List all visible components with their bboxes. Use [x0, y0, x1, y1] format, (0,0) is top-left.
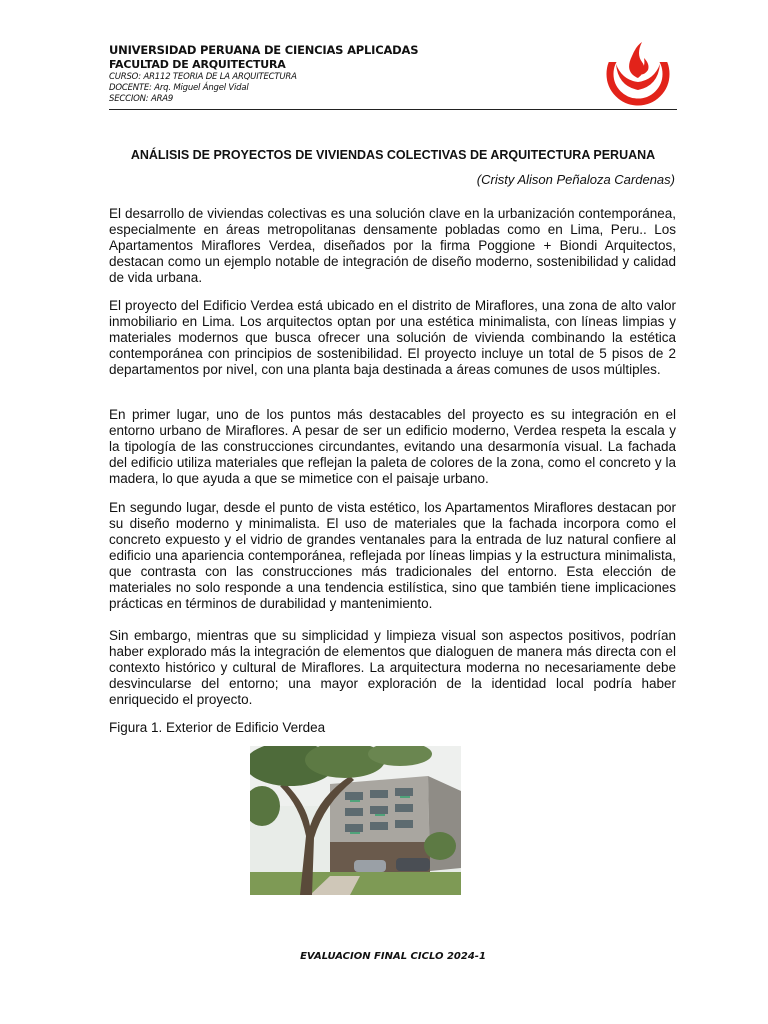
paragraph-2: El proyecto del Edificio Verdea está ubicado en el distrito de Miraflores, una zona de alto valor inmobiliario en Lima. Los arquitectos optan por una estética minimalista, con líneas limpias y materiales modernos que busca ofrecer una solución de vivienda combinando la estética contemporánea con principios de sostenibilidad. El proyecto incluye un total de 5 pisos de 2 departamentos por nivel, con una planta baja destinada a áreas comunes de usos múltiples. [109, 298, 676, 377]
paragraph-3: En primer lugar, uno de los puntos más destacables del proyecto es su integración en el entorno urbano de Miraflores. A pesar de ser un edificio moderno, Verdea respeta la escala y la tipología de las construcciones circundantes, evitando una desarmonía visual. La fachada del edificio utiliza materiales que reflejan la paleta de colores de la zona, como el concreto y la madera, lo que ayuda a que se mimetice con el paisaje urbano. [109, 407, 676, 486]
building-photo [250, 746, 461, 895]
paragraph-4: En segundo lugar, desde el punto de vista estético, los Apartamentos Miraflores destacan por su diseño moderno y minimalista. El uso de materiales que la fachada incorpora como el concreto expuesto y el vidrio de grandes ventanales para la entrada de luz natural confiere al edificio una apariencia contemporánea, reflejada por líneas limpias y la estructura minimalista, que contrasta con las construcciones más tradicionales del entorno. Esta elección de materiales no solo responde a una tendencia estilística, sino que también tiene implicaciones prácticas en términos de durabilidad y mantenimiento. [109, 500, 676, 611]
page-footer: EVALUACION FINAL CICLO 2024-1 [300, 951, 486, 962]
document-title: ANÁLISIS DE PROYECTOS DE VIVIENDAS COLECTIVAS DE ARQUITECTURA PERUANA [130, 148, 656, 162]
university-name: UNIVERSIDAD PERUANA DE CIENCIAS APLICADAS [109, 43, 419, 57]
paragraph-5: Sin embargo, mientras que su simplicidad y limpieza visual son aspectos positivos, podrían haber explorado más la integración de elementos que dialoguen de manera más directa con el contexto histórico y cultural de Miraflores. La arquitectura moderna no necesariamente debe desvincularse del entorno; una mayor exploración de la identidad local podría haber enriquecido el proyecto. [109, 628, 676, 707]
course-line: CURSO: AR112 TEORIA DE LA ARQUITECTURA [109, 72, 297, 82]
faculty-name: FACULTAD DE ARQUITECTURA [109, 58, 286, 71]
upc-logo-icon [602, 36, 674, 108]
document-author: (Cristy Alison Peñaloza Cardenas) [476, 172, 675, 187]
document-header [109, 43, 677, 110]
section-line: SECCION: ARA9 [109, 94, 174, 104]
figure-caption: Figura 1. Exterior de Edificio Verdea [109, 720, 326, 735]
paragraph-1: El desarrollo de viviendas colectivas es una solución clave en la urbanización contemporánea, especialmente en áreas metropolitanas densamente pobladas como en Lima, Peru.. Los Apartamentos Miraflores Verdea, diseñados por la firma Poggione + Biondi Arquitectos, destacan como un ejemplo notable de integración de diseño moderno, sostenibilidad y calidad de vida urbana. [109, 206, 676, 285]
teacher-line: DOCENTE: Arq. Miguel Ángel Vidal [109, 83, 249, 93]
